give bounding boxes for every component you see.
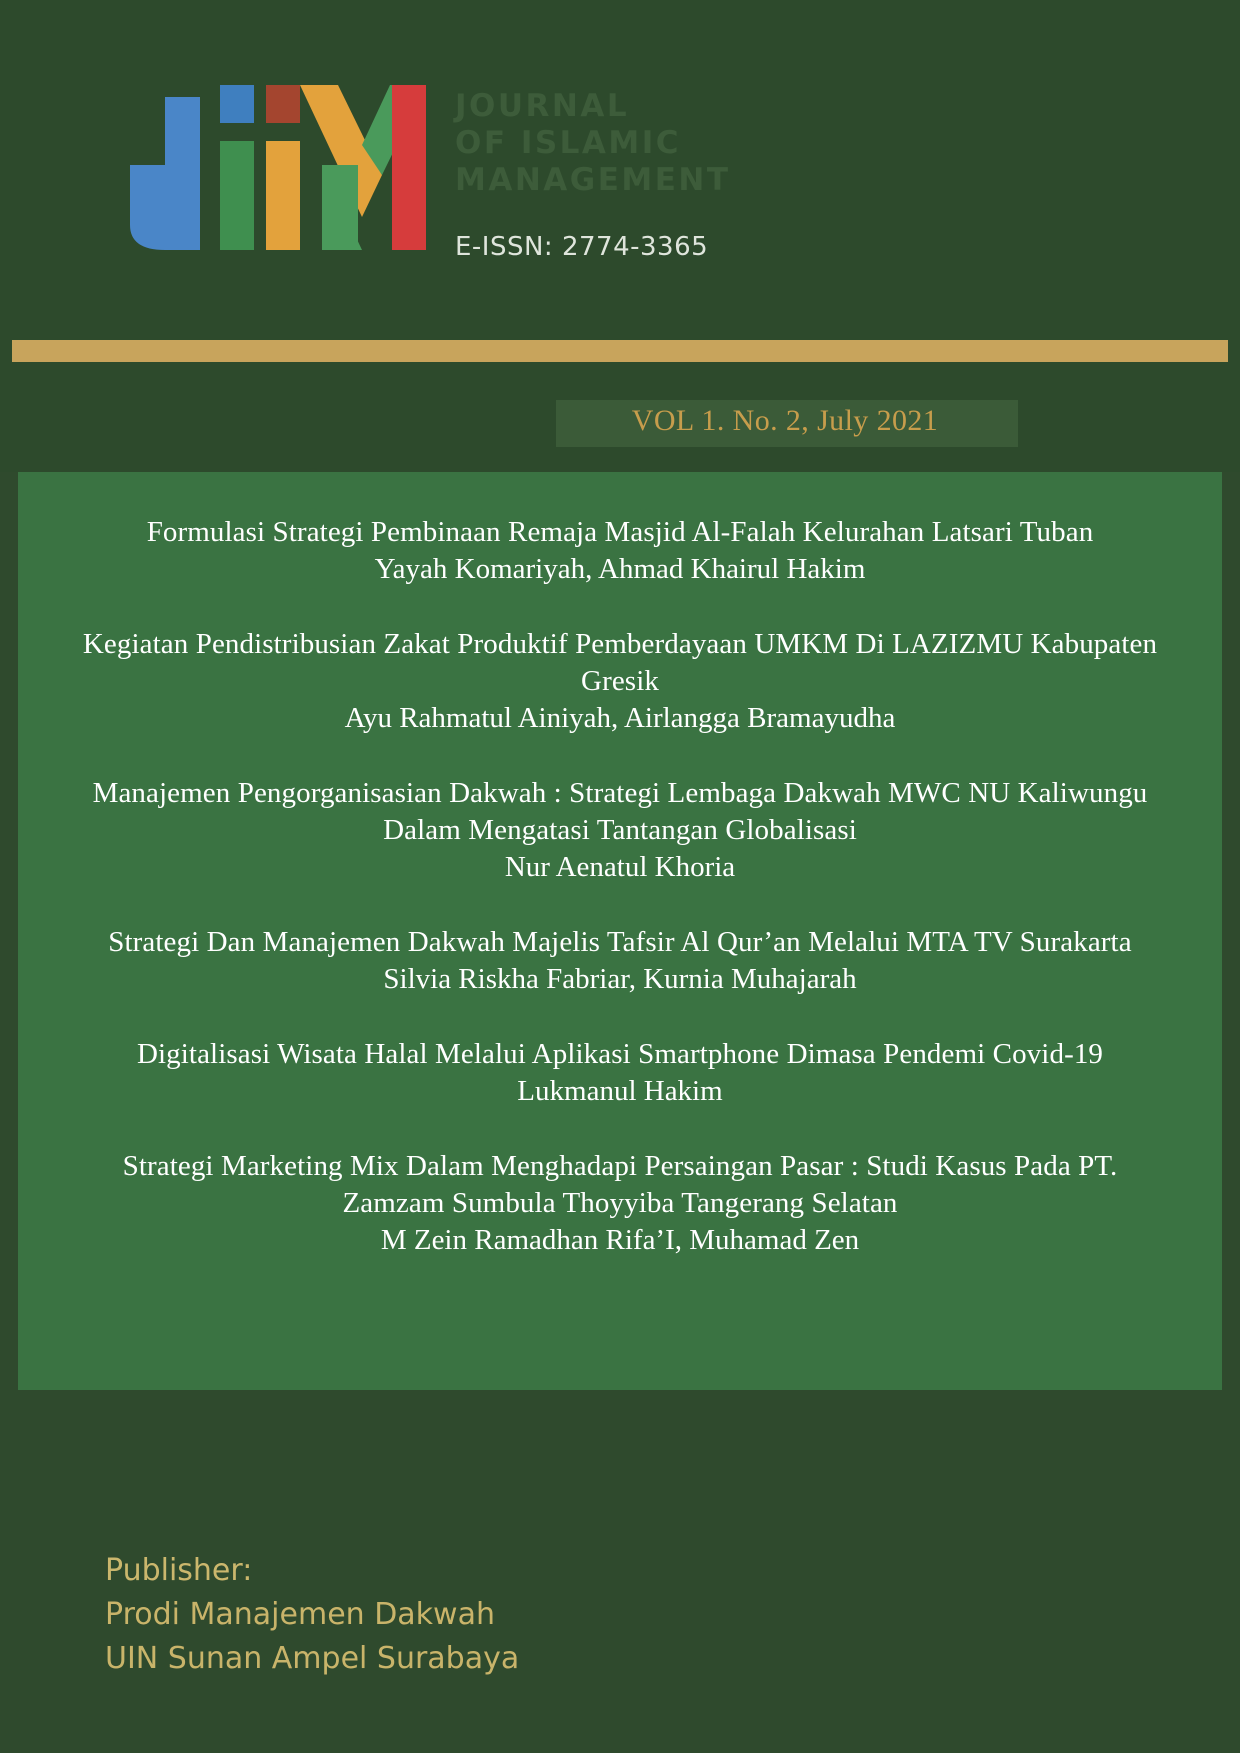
- articles-panel: [18, 472, 1222, 1390]
- journal-title-line-2: OF ISLAMIC: [455, 125, 682, 161]
- eissn-text: E-ISSN: 2774-3365: [455, 232, 709, 262]
- article-authors: Nur Aenatul Khoria: [504, 851, 736, 883]
- footer-band: [0, 1390, 1240, 1753]
- publisher-block: [105, 1549, 519, 1681]
- article-authors: Silvia Riskha Fabriar, Kurnia Muhajarah: [383, 963, 857, 995]
- header-band: [0, 0, 1240, 370]
- gold-divider: [12, 340, 1228, 362]
- article-title: Kegiatan Pendistribusian Zakat Produktif Pemberdayaan UMKM Di LAZIZMU Kabupaten Gresik: [82, 628, 1158, 697]
- list-item: [70, 775, 1170, 886]
- article-authors: Ayu Rahmatul Ainiyah, Airlangga Bramayudha: [344, 702, 896, 734]
- list-item: [70, 514, 1170, 588]
- journal-title-line-1: JOURNAL: [455, 88, 630, 124]
- article-authors: Lukmanul Hakim: [517, 1075, 723, 1107]
- article-title: Strategi Marketing Mix Dalam Menghadapi Persaingan Pasar : Studi Kasus Pada PT. Zamzam Sumbula Thoyyiba Tangerang Selatan: [122, 1150, 1118, 1219]
- article-title: Manajemen Pengorganisasian Dakwah : Strategi Lembaga Dakwah MWC NU Kaliwungu Dalam Mengatasi Tantangan Globalisasi: [92, 777, 1148, 846]
- list-item: [70, 1036, 1170, 1110]
- article-title: Strategi Dan Manajemen Dakwah Majelis Tafsir Al Qur’an Melalui MTA TV Surakarta: [108, 926, 1132, 958]
- publisher-line-2: UIN Sunan Ampel Surabaya: [105, 1641, 520, 1676]
- list-item: [70, 924, 1170, 998]
- volume-text: VOL 1. No. 2, July 2021: [631, 404, 939, 437]
- articles-list: [18, 514, 1222, 1297]
- article-title: Digitalisasi Wisata Halal Melalui Aplikasi Smartphone Dimasa Pendemi Covid-19: [136, 1038, 1104, 1070]
- journal-title: [455, 88, 731, 199]
- publisher-label: Publisher:: [105, 1553, 253, 1588]
- article-authors: Yayah Komariyah, Ahmad Khairul Hakim: [374, 553, 866, 585]
- article-title: Formulasi Strategi Pembinaan Remaja Masjid Al-Falah Kelurahan Latsari Tuban: [146, 516, 1094, 548]
- journal-title-line-3: MANAGEMENT: [455, 162, 731, 198]
- article-authors: M Zein Ramadhan Rifa’I, Muhamad Zen: [380, 1224, 860, 1256]
- publisher-line-1: Prodi Manajemen Dakwah: [105, 1597, 495, 1632]
- jim-logo-icon: [70, 45, 470, 265]
- list-item: [70, 1148, 1170, 1259]
- list-item: [70, 626, 1170, 737]
